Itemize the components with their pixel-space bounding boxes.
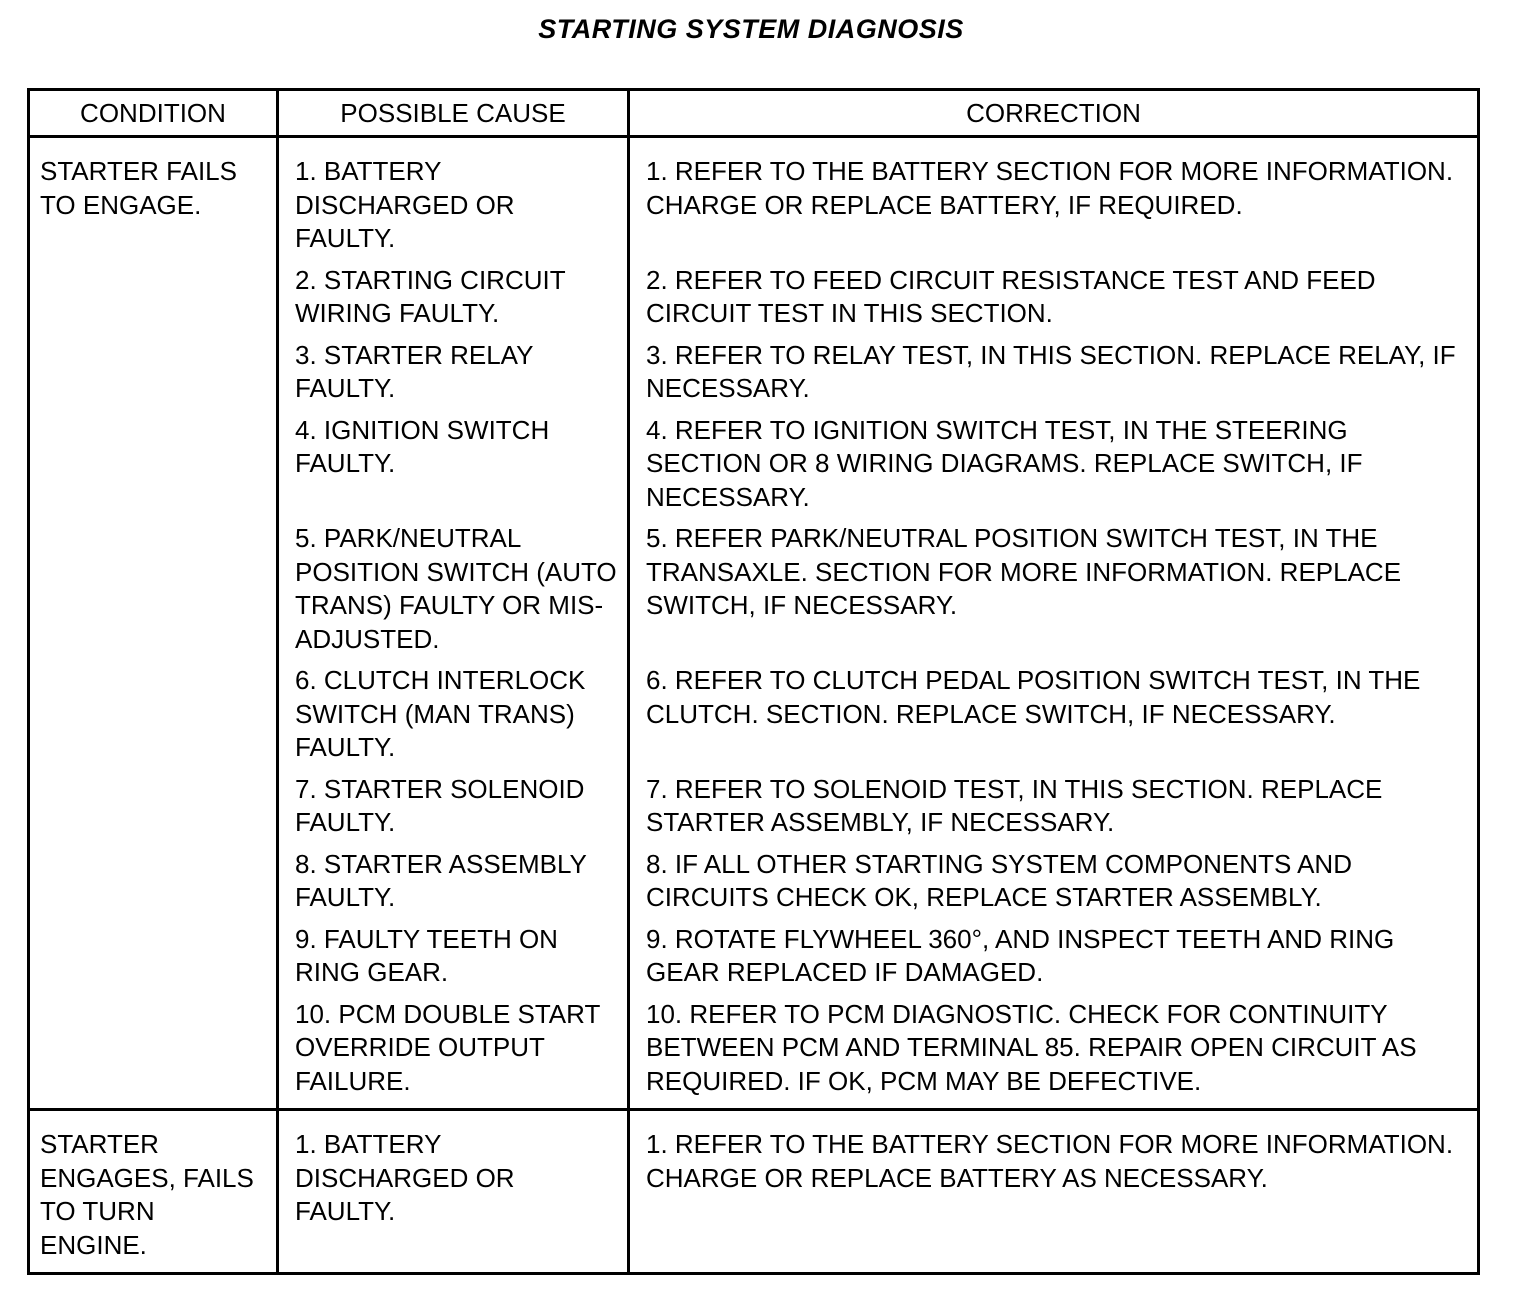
header-possible-cause: POSSIBLE CAUSE (278, 90, 629, 137)
diagnosis-table-body (29, 90, 1479, 1274)
condition-cell: STARTER ENGAGES, FAILS TO TURN ENGINE. (29, 1110, 278, 1274)
correction-cell: 7. REFER TO SOLENOID TEST, IN THIS SECTION. REPLACE STARTER ASSEMBLY, IF NECESSARY. (646, 773, 1383, 837)
possible-cause-cell: 6. CLUTCH INTERLOCK SWITCH (MAN TRANS) FAULTY. (278, 664, 629, 773)
correction-cell: 8. IF ALL OTHER STARTING SYSTEM COMPONENTS AND CIRCUITS CHECK OK, REPLACE STARTER ASSEMBLY. (646, 848, 1352, 912)
correction-cell: 10. REFER TO PCM DIAGNOSTIC. CHECK FOR CONTINUITY BETWEEN PCM AND TERMINAL 85. REPAIR OPEN CIRCUIT AS REQUIRED. IF OK, PCM MAY BE DEFECTIVE. (646, 998, 1417, 1096)
possible-cause-cell: 8. STARTER ASSEMBLY FAULTY. (278, 848, 629, 923)
correction-cell: 4. REFER TO IGNITION SWITCH TEST, IN THE STEERING SECTION OR 8 WIRING DIAGRAMS. REPLACE SWITCH, IF NECESSARY. (646, 414, 1363, 512)
correction-cell: 3. REFER TO RELAY TEST, IN THIS SECTION. REPLACE RELAY, IF NECESSARY. (646, 339, 1456, 403)
correction-cell: 1. REFER TO THE BATTERY SECTION FOR MORE INFORMATION. CHARGE OR REPLACE BATTERY AS NECESSARY. (629, 1110, 1479, 1274)
header-correction: CORRECTION (629, 90, 1479, 137)
possible-cause-cell: 5. PARK/NEUTRAL POSITION SWITCH (AUTO TRANS) FAULTY OR MIS-ADJUSTED. (278, 522, 629, 664)
diagnosis-table (27, 88, 1480, 1275)
table-header-row (29, 90, 1479, 137)
correction-cell: 9. ROTATE FLYWHEEL 360°, AND INSPECT TEETH AND RING GEAR REPLACED IF DAMAGED. (646, 923, 1395, 987)
table-row (29, 137, 1479, 264)
table-row (29, 1110, 1479, 1274)
correction-cell: 2. REFER TO FEED CIRCUIT RESISTANCE TEST AND FEED CIRCUIT TEST IN THIS SECTION. (646, 264, 1376, 328)
condition-cell: STARTER FAILS TO ENGAGE. (29, 137, 278, 1110)
possible-cause-cell: 2. STARTING CIRCUIT WIRING FAULTY. (278, 264, 629, 339)
possible-cause-cell: 10. PCM DOUBLE START OVERRIDE OUTPUT FAILURE. (278, 998, 629, 1110)
possible-cause-cell: 7. STARTER SOLENOID FAULTY. (278, 773, 629, 848)
page-title: STARTING SYSTEM DIAGNOSIS (538, 14, 964, 44)
possible-cause-cell: 4. IGNITION SWITCH FAULTY. (278, 414, 629, 523)
possible-cause-cell: 9. FAULTY TEETH ON RING GEAR. (278, 923, 629, 998)
correction-cell: 1. REFER TO THE BATTERY SECTION FOR MORE INFORMATION. CHARGE OR REPLACE BATTERY, IF REQUIRED. (646, 156, 1454, 220)
header-condition: CONDITION (29, 90, 278, 137)
correction-cell: 5. REFER PARK/NEUTRAL POSITION SWITCH TEST, IN THE TRANSAXLE. SECTION FOR MORE INFORMATION. REPLACE SWITCH, IF NECESSARY. (646, 523, 1402, 620)
correction-cell: 6. REFER TO CLUTCH PEDAL POSITION SWITCH TEST, IN THE CLUTCH. SECTION. REPLACE SWITCH, IF NECESSARY. (646, 665, 1421, 729)
possible-cause-cell: 1. BATTERY DISCHARGED OR FAULTY. (278, 1110, 629, 1274)
possible-cause-cell: 3. STARTER RELAY FAULTY. (278, 339, 629, 414)
possible-cause-cell: 1. BATTERY DISCHARGED OR FAULTY. (278, 137, 629, 264)
